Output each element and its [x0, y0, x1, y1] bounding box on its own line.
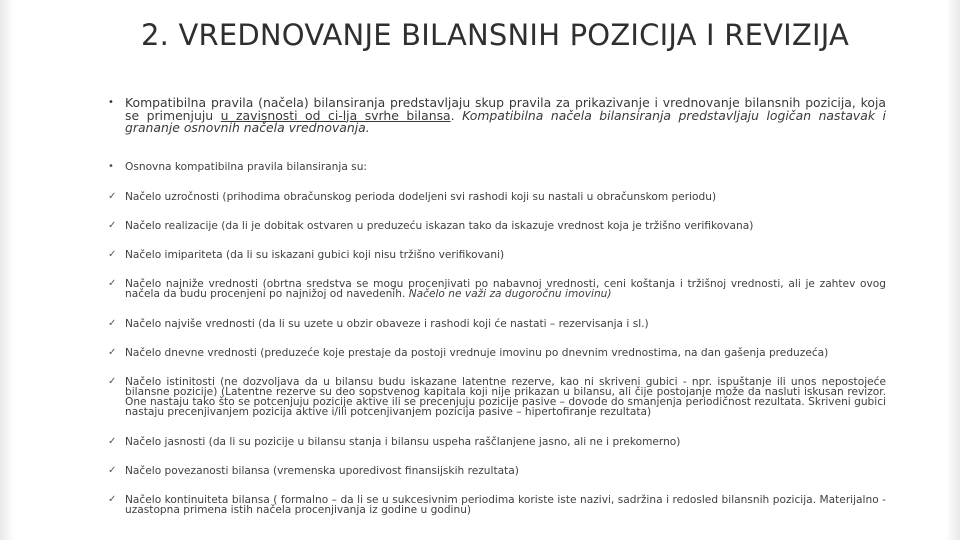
checkmark-icon: ✓ — [108, 347, 117, 358]
right-edge-shade — [946, 0, 960, 540]
checkmark-icon: ✓ — [108, 465, 117, 476]
checkmark-icon: ✓ — [108, 436, 117, 447]
list-item — [108, 221, 886, 231]
list-item — [108, 250, 886, 260]
principle-text: Načelo kontinuiteta bilansa ( formalno – da li se u sukcesivnim periodima koriste iste nazivi, sadržina i redosled bilansnih pozicija. Materijalno - uzastopna primena istih načela procenjivanja iz godine u godinu) — [125, 494, 886, 516]
checkmark-icon: ✓ — [108, 220, 117, 231]
list-item — [108, 192, 886, 202]
principle-text: Načelo realizacije (da li je dobitak ostvaren u preduzeću iskazan tako da iskazuje vrednost koja je tržišno verifikovana) — [125, 220, 754, 232]
slide-body — [108, 95, 886, 516]
list-item — [108, 495, 886, 515]
intro-paragraph — [108, 97, 886, 135]
left-edge-shade — [0, 0, 14, 540]
intro-separator: . — [450, 107, 463, 123]
principle-text: Načelo jasnosti (da li su pozicije u bilansu stanja i bilansu uspeha raščlanjene jasno, ali ne i prekomerno) — [125, 436, 681, 448]
checkmark-icon: ✓ — [108, 249, 117, 260]
principle-text: Načelo dnevne vrednosti (preduzeće koje prestaje da postoji vrednuje imovinu po dnevnim vrednostima, na dan gašenja preduzeća) — [125, 347, 829, 359]
intro-underlined-text: u zavisnosti od ci-lja svrhe bilansa — [220, 107, 451, 123]
list-item — [108, 319, 886, 329]
list-item — [108, 377, 886, 417]
list-item — [108, 279, 886, 299]
principle-text: Načelo istinitosti (ne dozvoljava da u bilansu budu iskazane latentne rezerve, kao ni skriveni gubici - npr. ispuštanje ili unos nepostojeće bilansne pozicije) (Latentne rezerve su deo sopstvenog kapitala koji nije prikazan u bilansu, ali čije postojanje može da nasluti iskusan revizor. One nastaju tako što se potcenjuju pozicije aktive ili se precenjuju pozicije pasive – dovode do smanjenja periodičnost rezultata. Skriveni gubici nastaju precenjivanjem pozicija aktive i/ili potcenjivanjem pozicija pasive – hipertofiranje rezultata) — [125, 376, 886, 418]
checkmark-icon: ✓ — [108, 191, 117, 202]
slide-title: 2. VREDNOVANJE BILANSNIH POZICIJA I REVIZIJA — [140, 18, 849, 52]
basic-principles-heading — [108, 162, 886, 172]
intro-italic-text: Kompatibilna načela bilansiranja predstavljaju logičan nastavak i grananje osnovnih načela vrednovanja. — [125, 107, 886, 136]
basic-principles-heading-text: Osnovna kompatibilna pravila bilansiranja su: — [125, 161, 367, 173]
principle-text: Načelo najviše vrednosti (da li su uzete u obzir obaveze i rashodi koji će nastati – rezervisanja i sl.) — [125, 318, 649, 330]
bullet-icon: • — [108, 97, 114, 108]
checkmark-icon: ✓ — [108, 494, 117, 505]
principle-text: Načelo uzročnosti (prihodima obračunskog perioda dodeljeni svi rashodi koji su nastali u obračunskom periodu) — [125, 191, 717, 203]
checkmark-icon: ✓ — [108, 318, 117, 329]
list-item — [108, 348, 886, 358]
principle-text: Načelo najniže vrednosti (obrtna sredstva se mogu procenjivati po nabavnoj vrednosti, ceni koštanja i tržišnoj vrednosti, ali je zahtev ovog načela da budu procenjeni po najnižoj od navedenih. Načelo ne važi za dugoročnu imovinu) — [125, 278, 886, 300]
checkmark-icon: ✓ — [108, 376, 117, 387]
list-item — [108, 466, 886, 476]
principle-text: Načelo imipariteta (da li su iskazani gubici koji nisu tržišno verifikovani) — [125, 249, 505, 261]
bullet-icon: • — [108, 161, 114, 172]
checkmark-icon: ✓ — [108, 278, 117, 289]
principle-text: Načelo povezanosti bilansa (vremenska uporedivost finansijskih rezultata) — [125, 465, 519, 477]
list-item — [108, 437, 886, 447]
intro-text: Kompatibilna pravila (načela) bilansiranja predstavljaju skup pravila za prikazivanje i vrednovanje bilansnih pozicija, koja se primenjuju — [125, 95, 886, 123]
